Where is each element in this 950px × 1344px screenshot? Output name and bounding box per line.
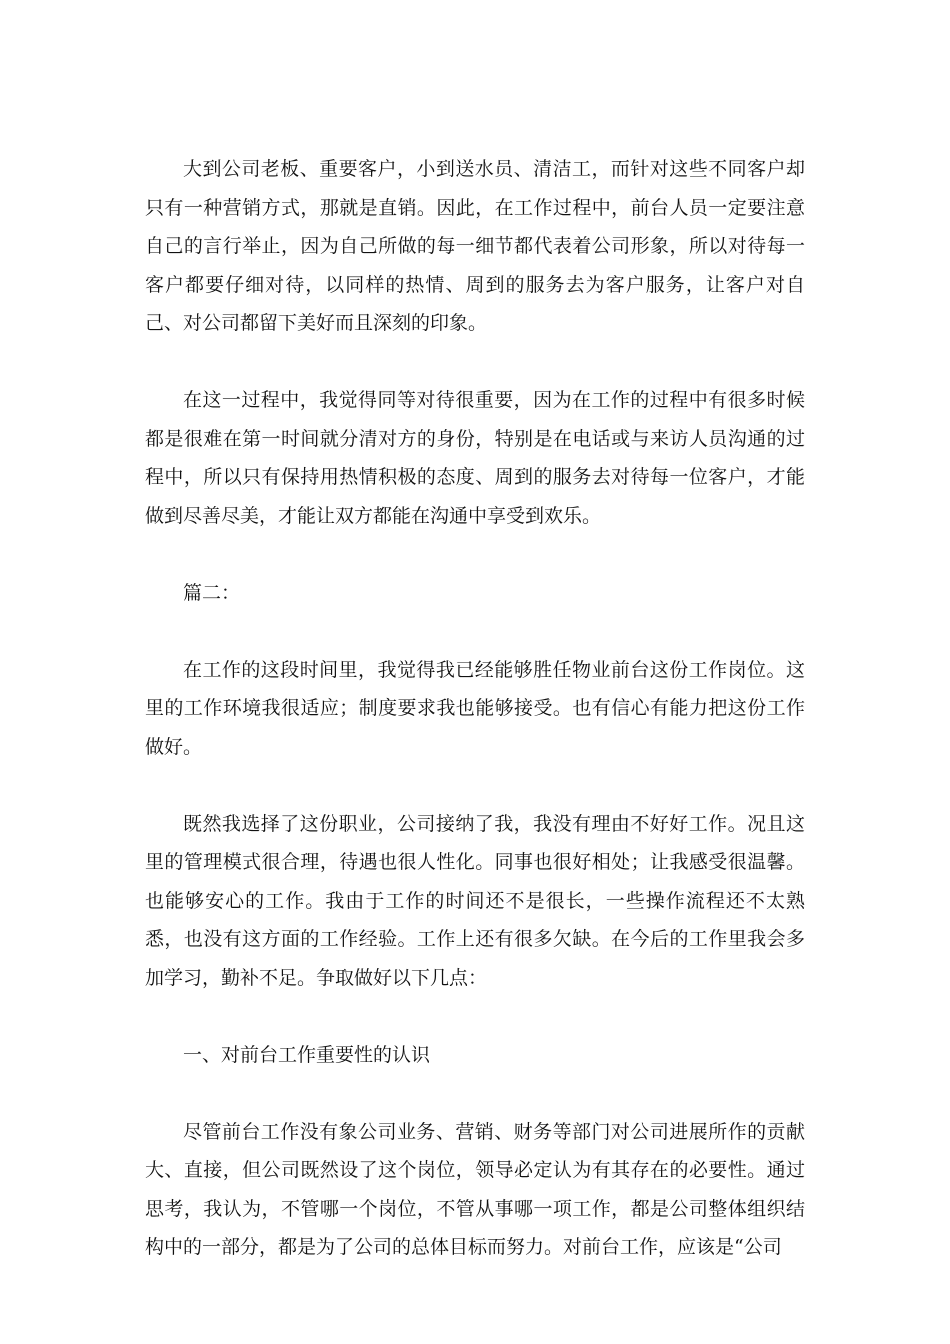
paragraph-job-competence: 在工作的这段时间里，我觉得我已经能够胜任物业前台这份工作岗位。这里的工作环境我很适应；制度要求我也能够接受。也有信心有能力把这份工作做好。	[145, 658, 805, 758]
subheading-front-desk-importance: 一、对前台工作重要性的认识	[183, 1043, 431, 1066]
paragraph-service-attitude: 大到公司老板、重要客户，小到送水员、清洁工，而针对这些不同客户却只有一种营销方式，那就是直销。因此，在工作过程中，前台人员一定要注意自己的言行举止，因为自己所做的每一细节都代表着公司形象，所以对待每一客户都要仔细对待，以同样的热情、周到的服务去为客户服务，让客户对自己、对公司都留下美好而且深刻的印象。	[145, 158, 805, 334]
paragraph-equal-treatment: 在这一过程中，我觉得同等对待很重要，因为在工作的过程中有很多时候都是很难在第一时间就分清对方的身份，特别是在电话或与来访人员沟通的过程中，所以只有保持用热情积极的态度、周到的服务去对待每一位客户，才能做到尽善尽美，才能让双方都能在沟通中享受到欢乐。	[145, 389, 805, 527]
paragraph-front-desk-role: 尽管前台工作没有象公司业务、营销、财务等部门对公司进展所作的贡献大、直接，但公司既然设了这个岗位，领导必定认为有其存在的必要性。通过思考，我认为，不管哪一个岗位，不管从事哪一项工作，都是公司整体组织结构中的一部分，都是为了公司的总体目标而努力。对前台工作，应该是“公司	[145, 1120, 805, 1258]
section-heading-part-two: 篇二：	[183, 581, 241, 604]
document-body	[145, 150, 805, 1267]
paragraph-career-choice: 既然我选择了这份职业，公司接纳了我，我没有理由不好好工作。况且这里的管理模式很合理，待遇也很人性化。同事也很好相处；让我感受很温馨。也能够安心的工作。我由于工作的时间还不是很长，一些操作流程还不太熟悉，也没有这方面的工作经验。工作上还有很多欠缺。在今后的工作里我会多加学习，勤补不足。争取做好以下几点：	[145, 812, 805, 989]
